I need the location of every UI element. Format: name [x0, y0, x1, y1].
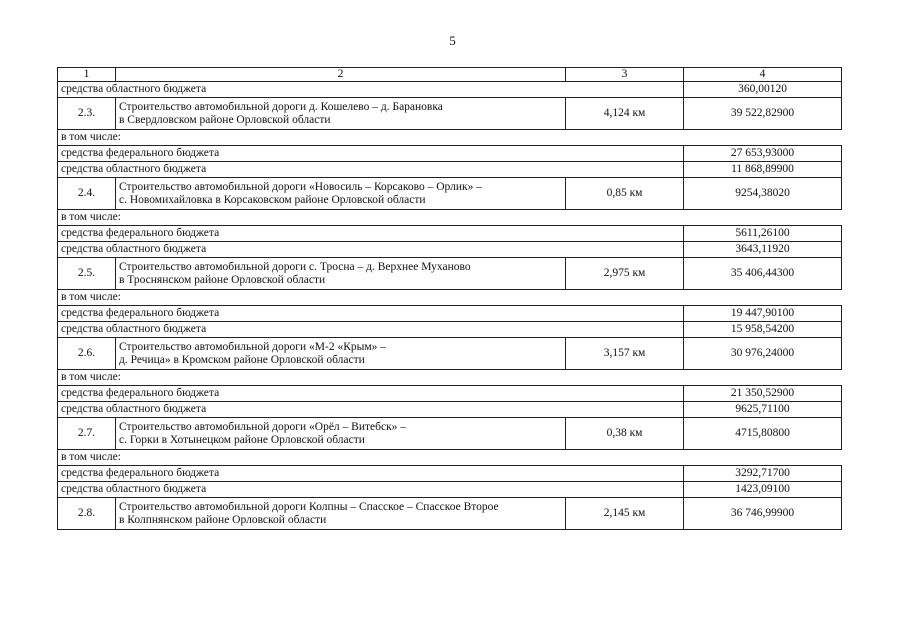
item-description	[116, 498, 566, 530]
item-amount: 36 746,99900	[684, 498, 842, 530]
item-description	[116, 338, 566, 370]
item-number: 2.3.	[58, 98, 116, 130]
column-header-3: 3	[566, 68, 684, 82]
funding-source-label: средства федерального бюджета	[58, 146, 684, 162]
item-number: 2.5.	[58, 258, 116, 290]
including-label: в том числе:	[58, 130, 842, 146]
funding-source-label: средства областного бюджета	[58, 322, 684, 338]
funding-amount: 3643,11920	[684, 242, 842, 258]
item-number: 2.4.	[58, 178, 116, 210]
funding-amount: 1423,09100	[684, 482, 842, 498]
funding-source-row	[58, 402, 842, 418]
item-description-line-2: в Троснянском районе Орловской области	[119, 273, 326, 286]
funding-source-row	[58, 322, 842, 338]
item-amount: 9254,38020	[684, 178, 842, 210]
item-description-line-1: Строительство автомобильной дороги Колпны – Спасское – Спасское Второе	[119, 500, 499, 513]
funding-source-label: средства областного бюджета	[58, 82, 684, 98]
column-header-4: 4	[684, 68, 842, 82]
item-description-line-1: Строительство автомобильной дороги с. Тросна – д. Верхнее Муханово	[119, 260, 471, 273]
funding-source-label: средства областного бюджета	[58, 162, 684, 178]
funding-source-label: средства федерального бюджета	[58, 466, 684, 482]
funding-amount: 15 958,54200	[684, 322, 842, 338]
funding-source-row	[58, 482, 842, 498]
road-project-row	[58, 258, 842, 290]
funding-amount: 5611,26100	[684, 226, 842, 242]
road-project-row	[58, 338, 842, 370]
item-description-line-1: Строительство автомобильной дороги «Новосиль – Корсаково – Орлик» –	[119, 180, 483, 193]
item-description-line-2: с. Горки в Хотынецком районе Орловской области	[119, 433, 365, 446]
item-description	[116, 98, 566, 130]
funding-source-row	[58, 146, 842, 162]
road-project-row	[58, 498, 842, 530]
funding-amount: 9625,71100	[684, 402, 842, 418]
funding-amount: 27 653,93000	[684, 146, 842, 162]
funding-source-label: средства областного бюджета	[58, 402, 684, 418]
item-description-line-1: Строительство автомобильной дороги д. Кошелево – д. Барановка	[119, 100, 443, 113]
including-label: в том числе:	[58, 290, 842, 306]
funding-source-row	[58, 226, 842, 242]
item-description-line-1: Строительство автомобильной дороги «М-2 «Крым» –	[119, 340, 386, 353]
including-row	[58, 130, 842, 146]
funding-source-row	[58, 386, 842, 402]
road-project-row	[58, 418, 842, 450]
funding-amount: 3292,71700	[684, 466, 842, 482]
including-label: в том числе:	[58, 450, 842, 466]
including-row	[58, 290, 842, 306]
funding-source-label: средства федерального бюджета	[58, 386, 684, 402]
item-description-line-2: в Колпнянском районе Орловской области	[119, 513, 327, 526]
item-description	[116, 178, 566, 210]
funding-amount: 360,00120	[684, 82, 842, 98]
funding-source-label: средства областного бюджета	[58, 482, 684, 498]
item-number: 2.6.	[58, 338, 116, 370]
road-project-row	[58, 178, 842, 210]
funding-source-label: средства областного бюджета	[58, 242, 684, 258]
funding-source-row	[58, 466, 842, 482]
column-header-1: 1	[58, 68, 116, 82]
funding-amount: 21 350,52900	[684, 386, 842, 402]
funding-amount: 19 447,90100	[684, 306, 842, 322]
funding-source-label: средства федерального бюджета	[58, 226, 684, 242]
road-project-row	[58, 98, 842, 130]
item-length: 0,85 км	[566, 178, 684, 210]
item-length: 2,145 км	[566, 498, 684, 530]
budget-table-body	[58, 68, 842, 530]
item-description-line-1: Строительство автомобильной дороги «Орёл – Витебск» –	[119, 420, 407, 433]
item-description	[116, 418, 566, 450]
item-amount: 39 522,82900	[684, 98, 842, 130]
including-row	[58, 450, 842, 466]
item-number: 2.7.	[58, 418, 116, 450]
item-length: 3,157 км	[566, 338, 684, 370]
item-length: 4,124 км	[566, 98, 684, 130]
item-description-line-2: с. Новомихайловка в Корсаковском районе Орловской области	[119, 193, 426, 206]
funding-amount: 11 868,89900	[684, 162, 842, 178]
item-amount: 30 976,24000	[684, 338, 842, 370]
funding-source-row	[58, 242, 842, 258]
page-number: 5	[449, 33, 456, 48]
including-label: в том числе:	[58, 210, 842, 226]
funding-source-row	[58, 162, 842, 178]
including-row	[58, 210, 842, 226]
item-description	[116, 258, 566, 290]
including-row	[58, 370, 842, 386]
column-header-2: 2	[116, 68, 566, 82]
item-description-line-2: в Свердловском районе Орловской области	[119, 113, 331, 126]
item-amount: 4715,80800	[684, 418, 842, 450]
funding-source-row	[58, 82, 842, 98]
funding-source-row	[58, 306, 842, 322]
including-label: в том числе:	[58, 370, 842, 386]
budget-table	[57, 67, 842, 530]
funding-source-label: средства федерального бюджета	[58, 306, 684, 322]
item-length: 0,38 км	[566, 418, 684, 450]
item-number: 2.8.	[58, 498, 116, 530]
column-number-row	[58, 68, 842, 82]
item-length: 2,975 км	[566, 258, 684, 290]
item-description-line-2: д. Речица» в Кромском районе Орловской области	[119, 353, 365, 366]
item-amount: 35 406,44300	[684, 258, 842, 290]
